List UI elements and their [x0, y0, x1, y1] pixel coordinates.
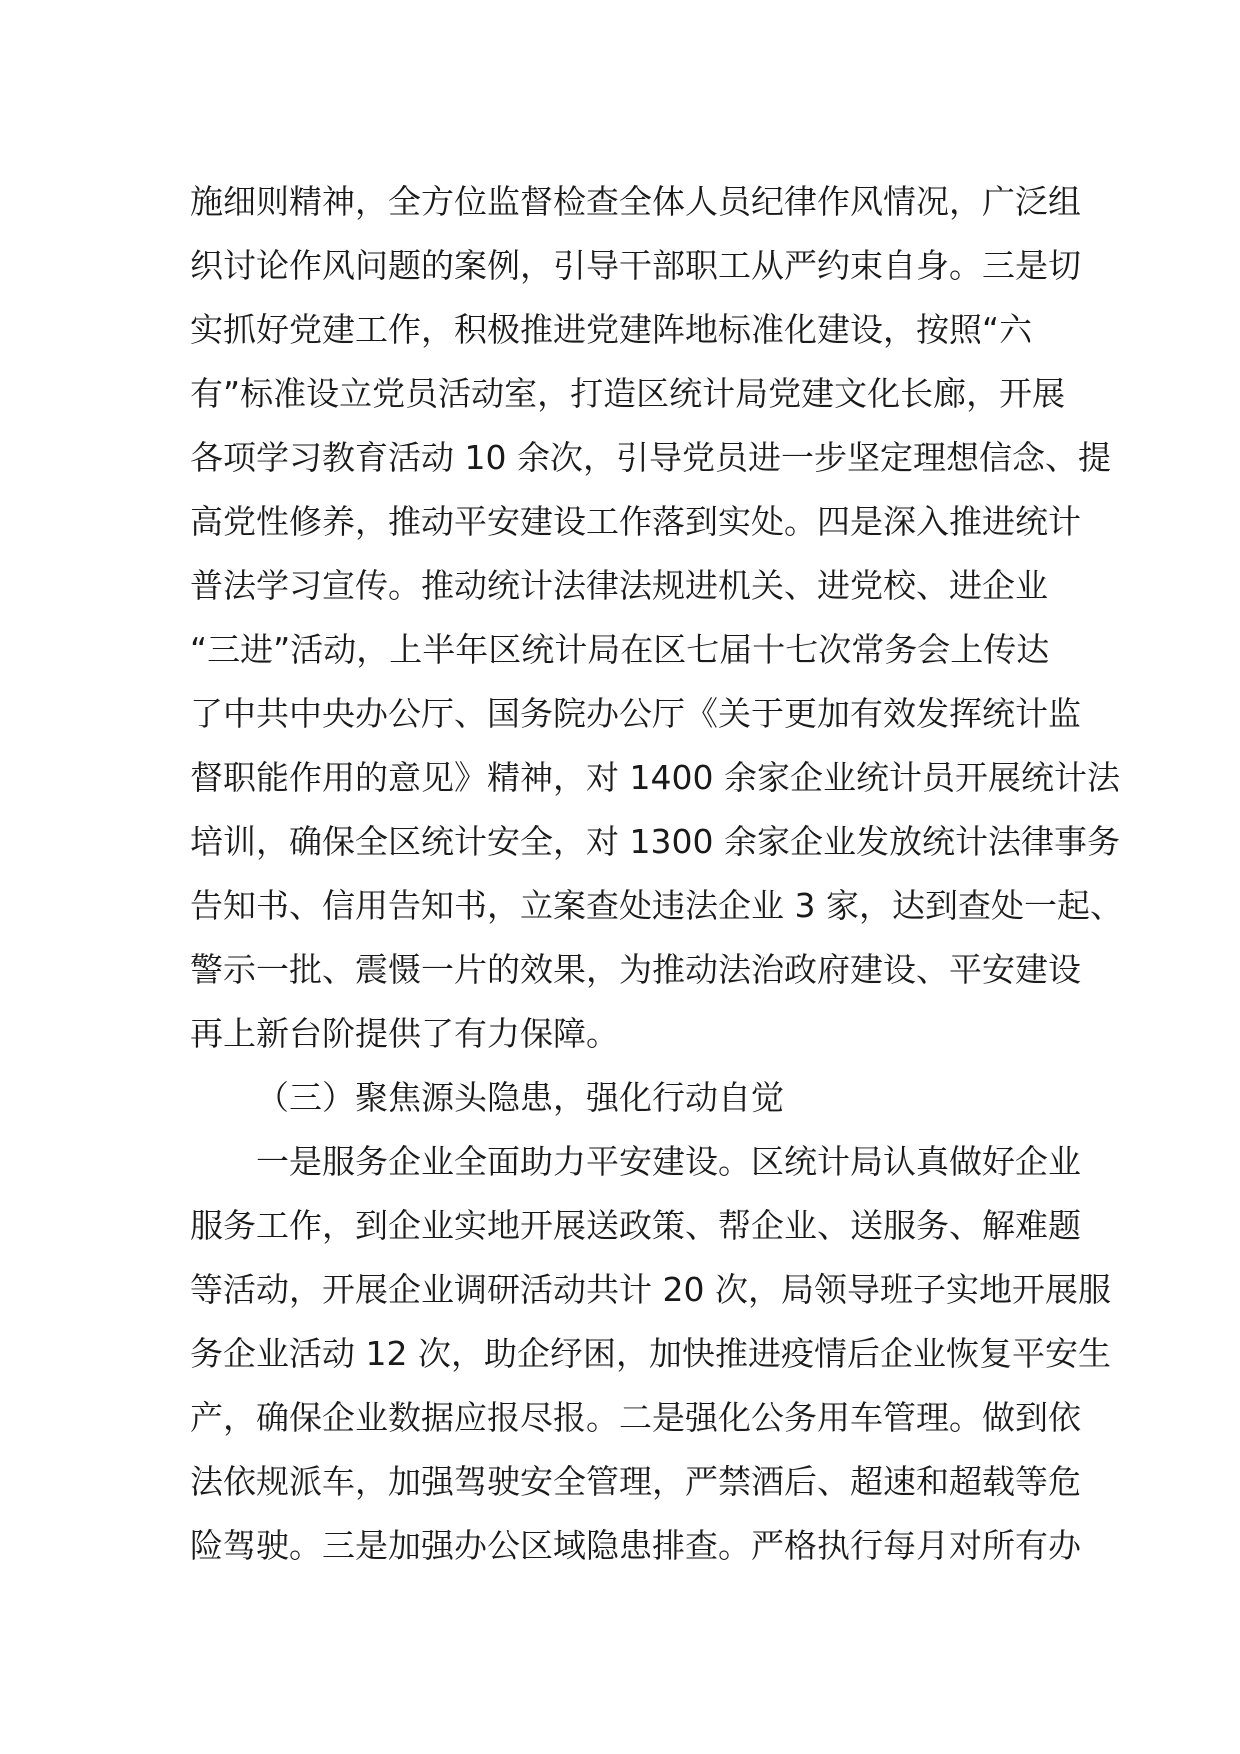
- body-line: 有”标准设立党员活动室，打造区统计局党建文化长廊，开展: [190, 374, 1066, 413]
- document-body: [190, 170, 1123, 1578]
- body-line: 法依规派车，加强驾驶安全管理，严禁酒后、超速和超载等危: [190, 1462, 1081, 1501]
- body-line: 高党性修养，推动平安建设工作落到实处。四是深入推进统计: [190, 502, 1081, 541]
- section-heading: （三）聚焦源头隐患，强化行动自觉: [256, 1078, 784, 1117]
- body-line: 等活动，开展企业调研活动共计 20 次，局领导班子实地开展服: [190, 1270, 1111, 1309]
- body-line: 织讨论作风问题的案例，引导干部职工从严约束自身。三是切: [190, 246, 1081, 285]
- body-line: 险驾驶。三是加强办公区域隐患排查。严格执行每月对所有办: [190, 1526, 1081, 1565]
- body-line: 普法学习宣传。推动统计法律法规进机关、进党校、进企业: [190, 566, 1048, 605]
- body-line: 督职能作用的意见》精神，对 1400 余家企业统计员开展统计法: [190, 758, 1120, 797]
- body-line: 服务工作，到企业实地开展送政策、帮企业、送服务、解难题: [190, 1206, 1081, 1245]
- body-line: 培训，确保全区统计安全，对 1300 余家企业发放统计法律事务: [190, 822, 1120, 861]
- body-line: “三进”活动，上半年区统计局在区七届十七次常务会上传达: [190, 630, 1050, 669]
- body-line: 警示一批、震慑一片的效果，为推动法治政府建设、平安建设: [190, 950, 1081, 989]
- body-line: 各项学习教育活动 10 余次，引导党员进一步坚定理想信念、提: [190, 438, 1111, 477]
- body-line: 实抓好党建工作，积极推进党建阵地标准化建设，按照“六: [190, 310, 1033, 349]
- body-line: 务企业活动 12 次，助企纾困，加快推进疫情后企业恢复平安生: [190, 1334, 1111, 1373]
- body-line: 施细则精神，全方位监督检查全体人员纪律作风情况，广泛组: [190, 182, 1081, 221]
- body-line: 一是服务企业全面助力平安建设。区统计局认真做好企业: [256, 1142, 1081, 1181]
- body-line: 再上新台阶提供了有力保障。: [190, 1014, 619, 1053]
- body-line: 告知书、信用告知书，立案查处违法企业 3 家，达到查处一起、: [190, 886, 1123, 925]
- body-line: 产，确保企业数据应报尽报。二是强化公务用车管理。做到依: [190, 1398, 1081, 1437]
- body-line: 了中共中央办公厅、国务院办公厅《关于更加有效发挥统计监: [190, 694, 1081, 733]
